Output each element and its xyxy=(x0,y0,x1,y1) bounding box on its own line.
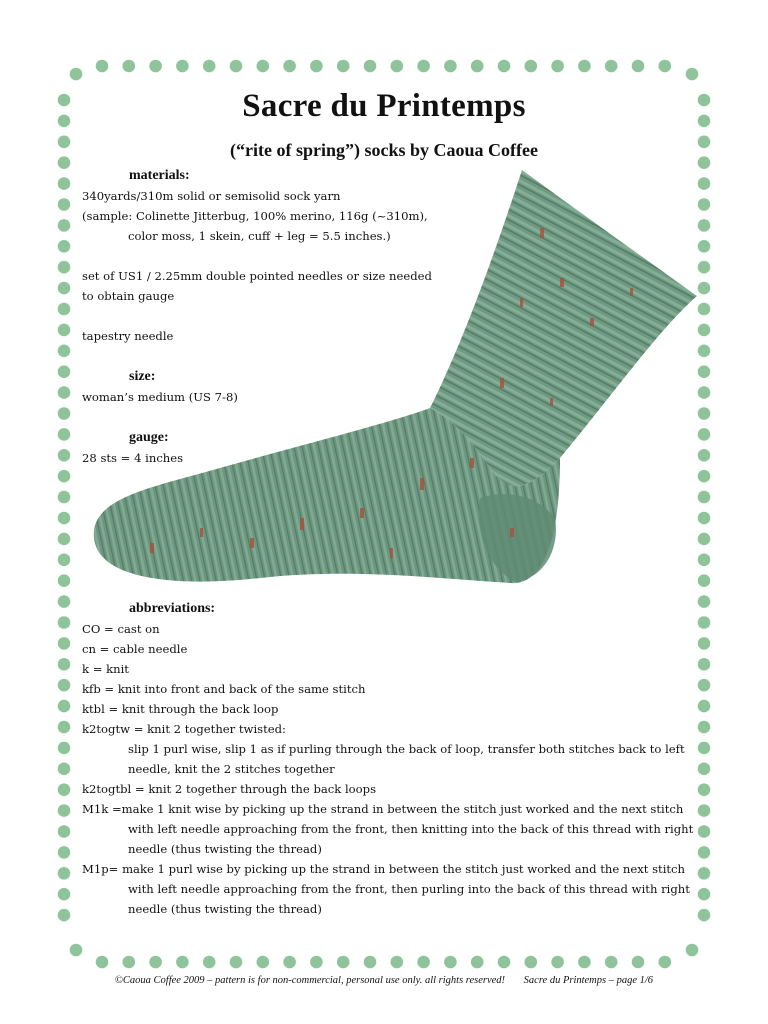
border-dot xyxy=(58,721,71,734)
abbr-m1k: M1k =make 1 knit wise by picking up the strand in between the stitch just worked and the next stitch xyxy=(82,802,684,816)
gauge-value: 28 sts = 4 inches xyxy=(82,451,184,465)
materials-yarn: 340yards/310m solid or semisolid sock yarn xyxy=(82,189,341,203)
border-dot xyxy=(58,491,71,504)
border-dot xyxy=(58,240,71,253)
border-dot xyxy=(698,783,711,796)
border-dot xyxy=(176,956,189,969)
border-dot xyxy=(58,658,71,671)
border-dot xyxy=(58,533,71,546)
border-dot xyxy=(283,956,296,969)
border-dot xyxy=(58,846,71,859)
border-dot xyxy=(149,60,162,73)
border-dot xyxy=(58,595,71,608)
border-dot xyxy=(58,407,71,420)
materials-heading: materials: xyxy=(129,168,190,183)
border-dot xyxy=(230,60,243,73)
border-dot xyxy=(686,944,699,957)
abbr-k2togtbl: k2togtbl = knit 2 together through the back loops xyxy=(82,782,377,796)
border-dot xyxy=(58,679,71,692)
border-dot xyxy=(176,60,189,73)
border-dot xyxy=(149,956,162,969)
border-dot xyxy=(58,909,71,922)
border-dot xyxy=(58,554,71,567)
border-dot xyxy=(698,616,711,629)
border-dot xyxy=(698,804,711,817)
border-dot xyxy=(391,956,404,969)
gauge-heading: gauge: xyxy=(129,430,169,445)
border-dot xyxy=(632,60,645,73)
abbr-k2togtw-line1: slip 1 purl wise, slip 1 as if purling through the back of loop, transfer both stitches back to left xyxy=(128,742,685,756)
abbreviations-heading: abbreviations: xyxy=(129,601,216,616)
border-dot xyxy=(417,60,430,73)
border-dot xyxy=(471,956,484,969)
border-dot xyxy=(698,909,711,922)
border-dot xyxy=(551,956,564,969)
border-dot xyxy=(698,888,711,901)
abbr-m1k-line1: with left needle approaching from the front, then knitting into the back of this thread with right xyxy=(128,822,694,836)
border-dot xyxy=(698,742,711,755)
border-dot xyxy=(123,956,136,969)
materials-sample: (sample: Colinette Jitterbug, 100% merino, 116g (~310m), xyxy=(82,209,428,223)
border-dot xyxy=(58,637,71,650)
size-section xyxy=(82,367,692,407)
border-dot xyxy=(58,470,71,483)
border-dot xyxy=(96,956,109,969)
border-dot xyxy=(58,198,71,211)
border-dot xyxy=(605,956,618,969)
abbreviations-section xyxy=(82,599,692,919)
border-dot xyxy=(698,679,711,692)
abbr-m1k-line2: needle (thus twisting the thread) xyxy=(128,842,322,856)
border-dot xyxy=(578,956,591,969)
border-dot xyxy=(310,60,323,73)
border-dot xyxy=(444,956,457,969)
border-dot xyxy=(283,60,296,73)
border-dot xyxy=(337,60,350,73)
border-dot xyxy=(698,700,711,713)
abbr-ktbl: ktbl = knit through the back loop xyxy=(82,702,279,716)
border-dot xyxy=(498,60,511,73)
abbr-m1p-line2: needle (thus twisting the thread) xyxy=(128,902,322,916)
border-dot xyxy=(391,60,404,73)
border-dot xyxy=(698,846,711,859)
border-dot xyxy=(203,956,216,969)
border-dot xyxy=(605,60,618,73)
border-dot xyxy=(58,888,71,901)
border-dot xyxy=(698,637,711,650)
abbr-k2togtw-line2: needle, knit the 2 stitches together xyxy=(128,762,335,776)
gauge-section xyxy=(82,428,692,468)
border-dot xyxy=(578,60,591,73)
border-dot xyxy=(58,219,71,232)
border-dot xyxy=(58,428,71,441)
border-dot xyxy=(58,282,71,295)
border-dot xyxy=(58,261,71,274)
border-dot xyxy=(58,763,71,776)
border-dot xyxy=(257,60,270,73)
border-dot xyxy=(471,60,484,73)
border-dot xyxy=(58,324,71,337)
border-dot xyxy=(632,956,645,969)
border-dot xyxy=(58,616,71,629)
border-dot xyxy=(551,60,564,73)
border-dot xyxy=(58,512,71,525)
border-dot xyxy=(58,867,71,880)
border-dot xyxy=(230,956,243,969)
materials-tapestry: tapestry needle xyxy=(82,329,174,343)
materials-sample-cont: color moss, 1 skein, cuff + leg = 5.5 inches.) xyxy=(128,229,391,243)
border-dot xyxy=(58,386,71,399)
abbr-m1p: M1p= make 1 purl wise by picking up the strand in between the stitch just worked and the next stitch xyxy=(82,862,686,876)
border-dot xyxy=(58,449,71,462)
border-dot xyxy=(257,956,270,969)
border-dot xyxy=(698,867,711,880)
size-heading: size: xyxy=(129,369,156,384)
border-dot xyxy=(337,956,350,969)
border-dot xyxy=(698,763,711,776)
border-dot xyxy=(70,68,83,81)
page-subtitle: (“rite of spring”) socks by Caoua Coffee xyxy=(230,140,538,160)
border-dot xyxy=(70,944,83,957)
border-dot xyxy=(698,658,711,671)
border-dot xyxy=(58,804,71,817)
border-dot xyxy=(203,60,216,73)
border-dot xyxy=(364,60,377,73)
border-dot xyxy=(444,60,457,73)
footer-copyright: ©Caoua Coffee 2009 – pattern is for non-commercial, personal use only. all rights reserved! xyxy=(114,975,506,986)
border-dot xyxy=(417,956,430,969)
abbr-cn: cn = cable needle xyxy=(82,642,188,656)
border-dot xyxy=(123,60,136,73)
border-dot xyxy=(58,783,71,796)
border-dot xyxy=(686,68,699,81)
border-dot xyxy=(58,345,71,358)
materials-needles: set of US1 / 2.25mm double pointed needles or size needed xyxy=(82,269,432,283)
border-dot xyxy=(310,956,323,969)
page-footer xyxy=(0,975,768,986)
border-dot xyxy=(525,956,538,969)
border-dot xyxy=(364,956,377,969)
border-dot xyxy=(58,825,71,838)
border-dot xyxy=(659,956,672,969)
border-dot xyxy=(96,60,109,73)
border-dot xyxy=(698,721,711,734)
border-dot xyxy=(698,825,711,838)
abbr-kfb: kfb = knit into front and back of the same stitch xyxy=(82,682,366,696)
footer-page-number: Sacre du Printemps – page 1/6 xyxy=(523,975,654,986)
materials-needles-cont: to obtain gauge xyxy=(82,289,175,303)
border-dot xyxy=(498,956,511,969)
border-dot xyxy=(525,60,538,73)
page-title: Sacre du Printemps xyxy=(242,88,526,124)
border-dot xyxy=(58,177,71,190)
border-dot xyxy=(58,574,71,587)
abbr-k: k = knit xyxy=(82,662,129,676)
border-dot xyxy=(659,60,672,73)
materials-section xyxy=(82,166,692,346)
abbr-m1p-line1: with left needle approaching from the front, then purling into the back of this thread with right xyxy=(128,882,690,896)
border-dot xyxy=(58,365,71,378)
border-dot xyxy=(58,742,71,755)
abbr-co: CO = cast on xyxy=(82,622,160,636)
size-value: woman’s medium (US 7-8) xyxy=(82,390,238,404)
border-dot xyxy=(58,700,71,713)
abbr-k2togtw: k2togtw = knit 2 together twisted: xyxy=(82,722,286,736)
border-dot xyxy=(58,303,71,316)
